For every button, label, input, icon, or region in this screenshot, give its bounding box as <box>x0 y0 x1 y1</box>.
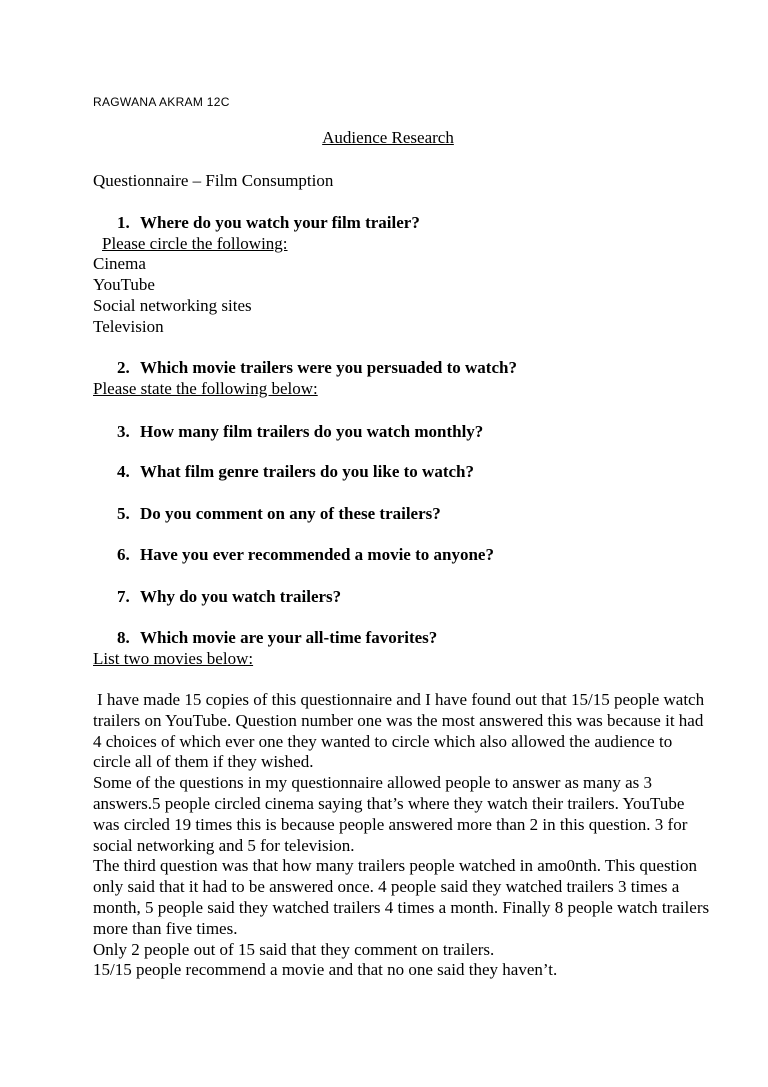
question-number: 4. <box>117 462 130 481</box>
option-item: Television <box>93 317 164 336</box>
question-number: 5. <box>117 504 130 523</box>
question-3 <box>117 422 483 442</box>
question-text: Which movie are your all-time favorites? <box>140 628 438 647</box>
question-5 <box>117 504 441 524</box>
findings-paragraph: The third question was that how many trailers people watched in amo0nth. This question only said that it had to be answered once. 4 people said they watched trailers 3 times a month, 5 people said they watched trailers 4 times a month. Finally 8 people watch trailers more than five times. <box>93 856 710 938</box>
question-4 <box>117 462 474 482</box>
instruction-q1: Please circle the following: <box>102 234 288 253</box>
findings-paragraph: I have made 15 copies of this questionnaire and I have found out that 15/15 people watch trailers on YouTube. Question number one was the most answered this was because it had 4 choices of which ever one they wanted to circle which also allowed the audience to circle all of them if they wished. <box>93 690 705 772</box>
question-7 <box>117 587 341 607</box>
question-text: Do you comment on any of these trailers? <box>140 504 441 523</box>
author-line: RAGWANA AKRAM 12C <box>93 95 230 109</box>
question-number: 2. <box>117 358 130 377</box>
question-text: Where do you watch your film trailer? <box>140 213 420 232</box>
question-text: What film genre trailers do you like to watch? <box>140 462 474 481</box>
document-title-container <box>0 128 768 148</box>
question-8 <box>117 628 437 648</box>
findings-paragraph: 15/15 people recommend a movie and that no one said they haven’t. <box>93 960 558 980</box>
option-item: YouTube <box>93 275 155 294</box>
question-6 <box>117 545 494 565</box>
question-number: 7. <box>117 587 130 606</box>
question-1 <box>117 213 420 233</box>
findings-paragraph: Some of the questions in my questionnaire allowed people to answer as many as 3 answers.5 people circled cinema saying that’s where they watch their trailers. YouTube was circled 19 times this is because people answered more than 2 in this question. 3 for social networking and 5 for television. <box>93 773 688 855</box>
option-item: Social networking sites <box>93 296 252 315</box>
question-text: Which movie trailers were you persuaded to watch? <box>140 358 517 377</box>
question-number: 3. <box>117 422 130 441</box>
findings-text <box>93 690 713 981</box>
findings-paragraph: Only 2 people out of 15 said that they comment on trailers. <box>93 939 495 959</box>
question-number: 6. <box>117 545 130 564</box>
answer-options <box>93 253 252 337</box>
question-text: Have you ever recommended a movie to anyone? <box>140 545 494 564</box>
questionnaire-subtitle: Questionnaire – Film Consumption <box>93 171 334 190</box>
instruction-q8: List two movies below: <box>93 649 254 668</box>
question-number: 1. <box>117 213 130 232</box>
question-text: Why do you watch trailers? <box>140 587 342 606</box>
question-number: 8. <box>117 628 130 647</box>
question-2 <box>117 358 517 378</box>
instruction-q2: Please state the following below: <box>93 379 318 398</box>
question-text: How many film trailers do you watch monthly? <box>140 422 484 441</box>
document-title: Audience Research <box>322 128 454 147</box>
option-item: Cinema <box>93 254 146 273</box>
